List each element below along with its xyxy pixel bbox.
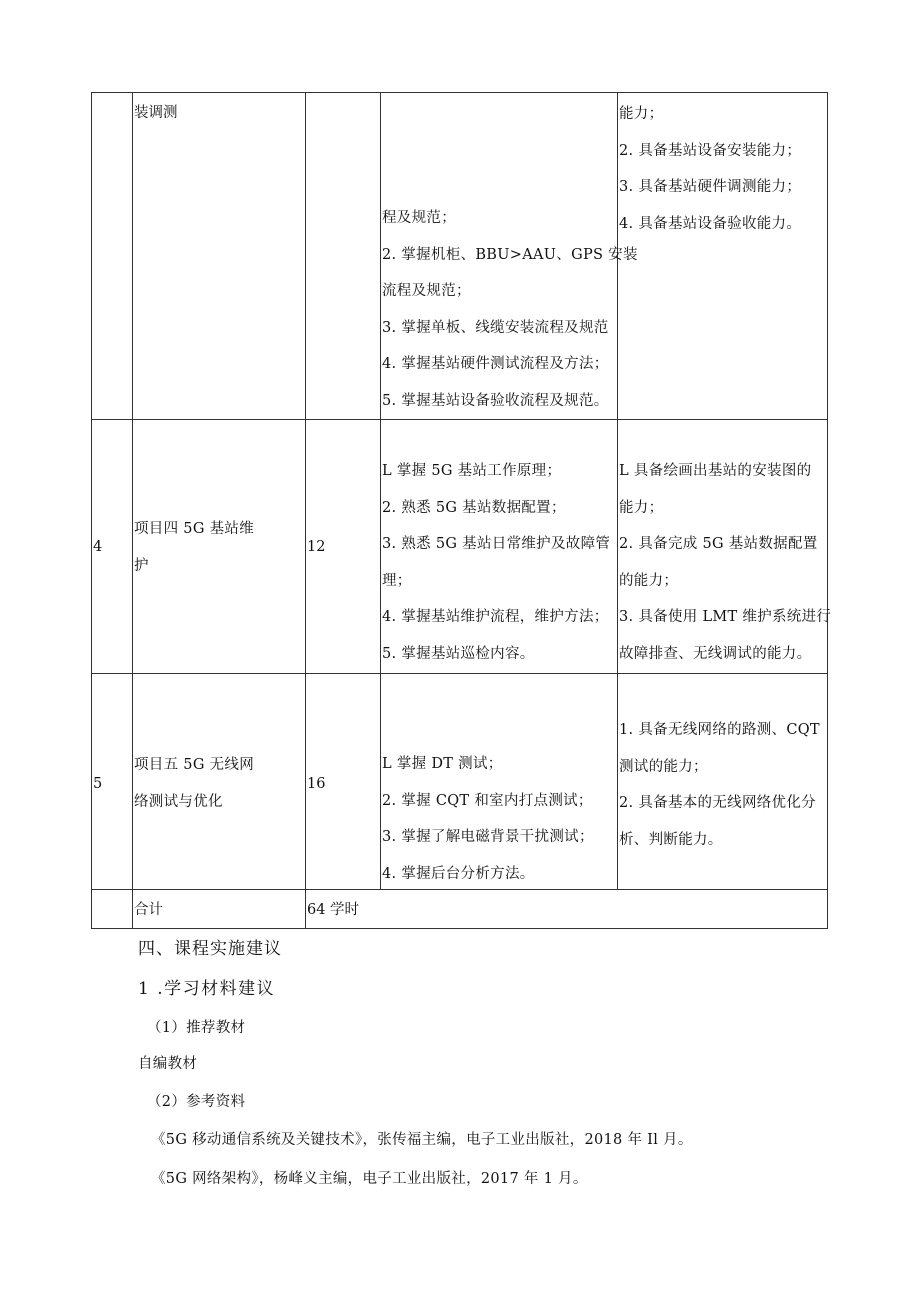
- item-text: 自编教材: [138, 1056, 198, 1072]
- item-references: （2）参考资料: [147, 1094, 246, 1110]
- knowledge-line: 2. 熟悉 5G 基站数据配置；: [382, 499, 566, 516]
- ability-line: 能力；: [619, 106, 664, 122]
- table-border: [91, 92, 828, 93]
- row-cont-ability: [619, 96, 801, 242]
- ability-line: 析、判断能力。: [619, 831, 723, 848]
- section-heading: 四、课程实施建议: [138, 939, 282, 959]
- knowledge-line: 3. 掌握单板、线缆安装流程及规范: [382, 319, 609, 336]
- knowledge-line: 4. 掌握基站硬件测试流程及方法；: [382, 356, 609, 372]
- knowledge-line: 理；: [382, 572, 412, 589]
- table-border: [305, 92, 306, 929]
- name-line: 护: [134, 557, 149, 574]
- ability-line: 2. 具备基站设备安装能力；: [619, 142, 802, 159]
- knowledge-line: 程及规范；: [382, 210, 456, 226]
- name-line: 项目五 5G 无线网: [134, 757, 255, 773]
- ability-line: 能力；: [619, 499, 664, 516]
- ability-line: 测试的能力；: [619, 758, 708, 775]
- ability-line: 故障排查、无线调试的能力。: [619, 645, 812, 662]
- name-line: 项目四 5G 基站维: [134, 521, 255, 537]
- item-recommended-textbook: （1）推荐教材: [147, 1020, 246, 1036]
- knowledge-line: L 掌握 DT 测试；: [382, 756, 503, 772]
- row4-number: 4: [93, 539, 103, 555]
- ability-line: 2. 具备完成 5G 基站数据配置: [619, 536, 818, 552]
- row5-knowledge: [382, 746, 594, 892]
- subsection-heading: 1 .学习材料建议: [138, 979, 276, 999]
- knowledge-line: 2. 掌握 CQT 和室内打点测试；: [382, 792, 593, 809]
- row5-ability: [619, 712, 820, 858]
- knowledge-line: 3. 掌握了解电磁背景干扰测试；: [382, 829, 594, 845]
- ability-line: L 具备绘画出基站的安装图的: [619, 463, 812, 479]
- table-border: [91, 673, 828, 674]
- knowledge-line: 4. 掌握基站维护流程，维护方法；: [382, 609, 609, 625]
- course-table: [91, 92, 832, 929]
- row4-hours: 12: [307, 539, 326, 555]
- table-border: [380, 92, 381, 890]
- reference-line: 《5G 移动通信系统及关键技术》，张传福主编，电子工业出版社，2018 年 Il 月。: [151, 1132, 693, 1148]
- table-border: [132, 92, 133, 929]
- row4-ability: [619, 453, 831, 672]
- ability-line: 3. 具备基站硬件调测能力；: [619, 179, 802, 195]
- row5-hours: 16: [307, 776, 326, 792]
- total-value: 64 学时: [307, 902, 360, 918]
- row5-number: 5: [93, 776, 103, 792]
- knowledge-line: 5. 掌握基站巡检内容。: [382, 645, 535, 662]
- table-border: [91, 419, 828, 420]
- ability-line: 4. 具备基站设备验收能力。: [619, 215, 802, 232]
- knowledge-line: 3. 熟悉 5G 基站日常维护及故障管: [382, 536, 611, 552]
- table-border: [91, 92, 92, 929]
- row4-knowledge: [382, 453, 610, 672]
- knowledge-line: L 掌握 5G 基站工作原理；: [382, 463, 562, 479]
- row-cont-name: 装调测: [134, 105, 178, 121]
- knowledge-line: 2. 掌握机柜、BBU>AAU、GPS 安装: [382, 246, 638, 263]
- knowledge-line: 4. 掌握后台分析方法。: [382, 865, 535, 882]
- row4-name: [134, 511, 254, 584]
- row5-name: [134, 747, 254, 820]
- ability-line: 3. 具备使用 LMT 维护系统进行: [619, 609, 832, 625]
- name-line: 络测试与优化: [134, 793, 223, 810]
- table-border: [91, 928, 828, 929]
- ability-line: 的能力；: [619, 572, 679, 589]
- total-label: 合计: [134, 902, 163, 918]
- ability-line: 1. 具备无线网络的路测、CQT: [619, 722, 820, 738]
- knowledge-line: 流程及规范；: [382, 283, 471, 299]
- ability-line: 2. 具备基本的无线网络优化分: [619, 795, 816, 811]
- knowledge-line: 5. 掌握基站设备验收流程及规范。: [382, 392, 609, 409]
- reference-line: 《5G 网络架构》，杨峰义主编，电子工业出版社，2017 年 1 月。: [151, 1171, 588, 1187]
- row-cont-knowledge: [382, 200, 638, 419]
